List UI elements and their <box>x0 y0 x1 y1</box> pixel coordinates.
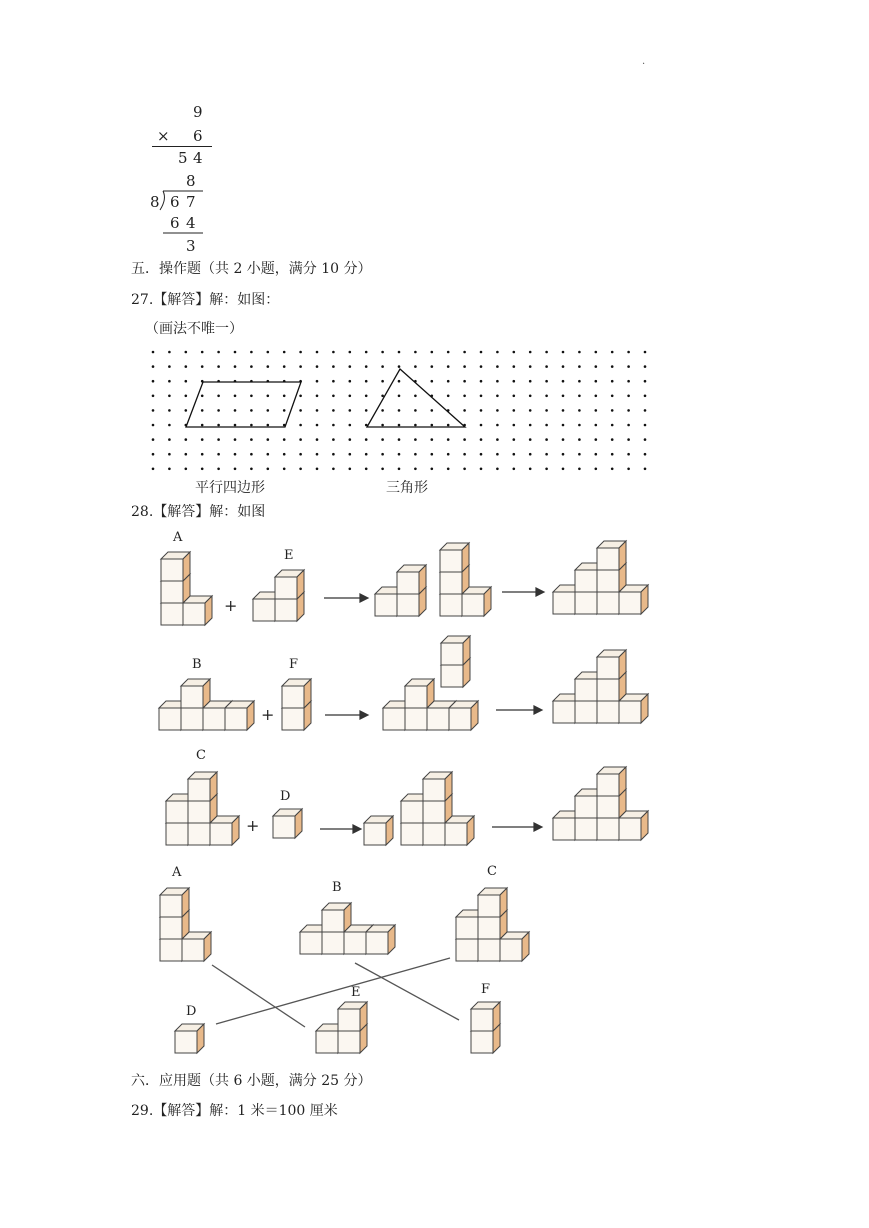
q29-answer: 29.【解答】解：1 米＝100 厘米 <box>131 1103 338 1119</box>
div-sub-ones: 4 <box>186 214 196 232</box>
div-sub-tens: 6 <box>170 214 180 232</box>
cube <box>441 636 470 665</box>
arrow-head-row2-1 <box>360 711 368 719</box>
cube <box>183 596 212 625</box>
cube <box>597 650 626 679</box>
cube <box>175 1024 204 1053</box>
page-mark: . <box>642 56 646 67</box>
cube <box>366 925 395 954</box>
row3-plus: + <box>246 816 260 835</box>
match-label-b: B <box>332 880 342 895</box>
div-dividend-ones: 7 <box>186 193 196 211</box>
cube <box>619 694 648 723</box>
cube <box>188 772 217 801</box>
mul-multiplier: 6 <box>193 127 203 145</box>
mul-product-tens: 5 <box>178 149 188 167</box>
arrow-head-row2-2 <box>534 706 542 714</box>
q27-note: （画法不唯一） <box>145 321 243 337</box>
row3-label-c: C <box>196 748 206 763</box>
mul-product-ones: 4 <box>193 149 203 167</box>
cube <box>160 888 189 917</box>
mul-multiplicand: 9 <box>193 103 203 121</box>
cube <box>364 816 393 845</box>
match-label-f: F <box>481 982 491 997</box>
row2-plus: + <box>261 705 275 724</box>
match-label-d: D <box>186 1004 197 1019</box>
div-divisor: 8 <box>150 193 160 211</box>
match-label-e: E <box>351 985 361 1000</box>
row2-label-b: B <box>192 657 202 672</box>
cube <box>619 811 648 840</box>
row1-label-e: E <box>284 548 294 563</box>
cube <box>282 679 311 708</box>
arrow-head-row3-2 <box>534 823 542 831</box>
div-remainder: 3 <box>186 237 196 255</box>
arrow-head-row1-1 <box>360 594 368 602</box>
section6-heading: 六．应用题（共 6 小题，满分 25 分） <box>131 1073 372 1089</box>
cube <box>500 932 529 961</box>
cube <box>181 679 210 708</box>
cube <box>338 1002 367 1031</box>
cube <box>210 816 239 845</box>
cube <box>322 903 351 932</box>
match-label-c: C <box>487 864 497 879</box>
row3-label-d: D <box>280 789 291 804</box>
cube <box>597 541 626 570</box>
parallelogram-caption: 平行四边形 <box>195 480 265 496</box>
cube <box>225 701 254 730</box>
cube <box>273 809 302 838</box>
triangle-caption: 三角形 <box>386 480 428 496</box>
div-quotient: 8 <box>186 172 196 190</box>
div-dividend-tens: 6 <box>170 193 180 211</box>
arrow-head-row1-2 <box>536 588 544 596</box>
row2-label-f: F <box>289 657 299 672</box>
match-line-a-e <box>212 965 305 1027</box>
cube <box>182 932 211 961</box>
cube <box>275 570 304 599</box>
cube <box>619 585 648 614</box>
match-line-b-f <box>355 963 459 1020</box>
cube <box>440 543 469 572</box>
cube <box>478 888 507 917</box>
cube <box>462 587 491 616</box>
cube <box>445 816 474 845</box>
row1-plus: + <box>224 596 238 615</box>
cube <box>597 767 626 796</box>
match-label-a: A <box>172 865 182 880</box>
q28-answer: 28.【解答】解：如图 <box>131 504 266 520</box>
cube <box>449 701 478 730</box>
row1-label-a: A <box>173 530 183 545</box>
arrow-head-row3-1 <box>353 825 361 833</box>
q27-answer: 27.【解答】解：如图： <box>131 292 280 308</box>
cube <box>423 772 452 801</box>
cube <box>405 679 434 708</box>
cube <box>471 1002 500 1031</box>
section5-heading: 五．操作题（共 2 小题，满分 10 分） <box>131 261 372 277</box>
cube <box>397 565 426 594</box>
mul-operator: × <box>157 127 170 145</box>
cube <box>161 552 190 581</box>
